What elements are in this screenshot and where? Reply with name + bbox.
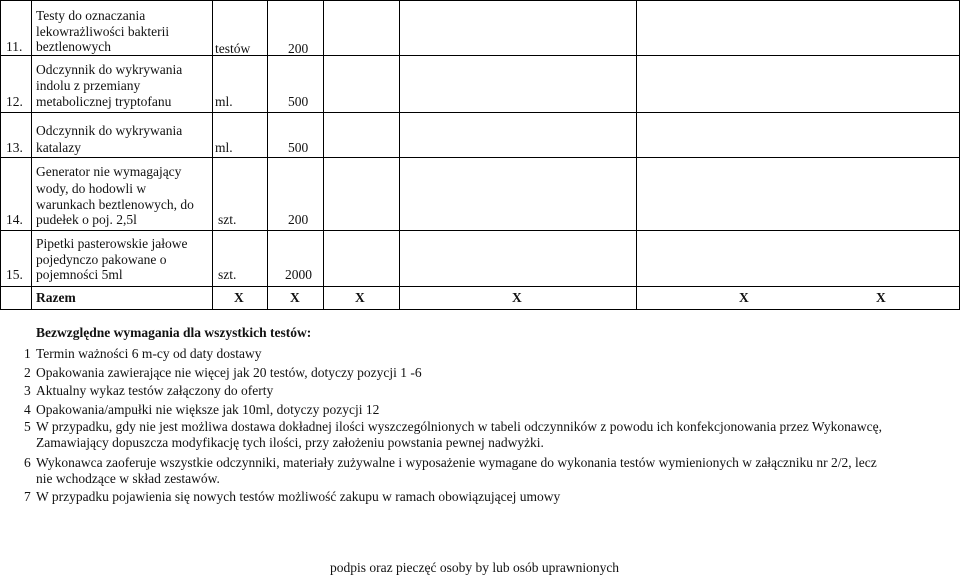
total-label: Razem — [36, 290, 76, 305]
row-quantity: 500 — [288, 94, 309, 109]
requirement-text: Aktualny wykaz testów załączony do oferty — [36, 383, 274, 398]
row-name: wody, do hodowli w — [36, 181, 147, 196]
row-quantity: 200 — [288, 212, 309, 227]
table-line — [0, 112, 960, 113]
requirement-text: Termin ważności 6 m-cy od daty dostawy — [36, 346, 262, 361]
requirement-number: 2 — [24, 365, 31, 380]
row-number: 15. — [6, 267, 23, 282]
row-number: 14. — [6, 212, 23, 227]
row-name: pojemności 5ml — [36, 267, 123, 282]
requirement-text: Wykonawca zaoferuje wszystkie odczynniki, materiały zużywalne i wyposażenie wymagane do wykonania testów wymienionych w załączniku nr 2/2, lecz — [36, 455, 877, 470]
row-name: katalazy — [36, 140, 81, 155]
requirement-text: W przypadku, gdy nie jest możliwa dostawa dokładnej ilości wyszczególnionych w tabeli odczynników z powodu ich konfekcjonowania przez Wykonawcę, — [36, 419, 882, 434]
requirement-text: Zamawiający dopuszcza modyfikację tych ilości, przy założeniu powstania pewnej nadwyżki. — [36, 435, 544, 450]
table-line — [31, 0, 32, 310]
row-name: warunkach beztlenowych, do — [36, 197, 194, 212]
row-name: Testy do oznaczania — [36, 8, 146, 23]
table-line — [0, 55, 960, 56]
row-quantity: 200 — [288, 41, 309, 56]
requirement-text: Opakowania/ampułki nie większe jak 10ml, dotyczy pozycji 12 — [36, 402, 380, 417]
table-line — [212, 0, 213, 310]
requirement-number: 3 — [24, 383, 31, 398]
total-mark: X — [739, 290, 749, 305]
requirement-text: W przypadku pojawienia się nowych testów możliwość zakupu w ramach obowiązującej umowy — [36, 489, 561, 504]
table-line — [0, 230, 960, 231]
signature-caption: podpis oraz pieczęć osoby by lub osób uprawnionych — [330, 560, 620, 575]
row-name: metabolicznej tryptofanu — [36, 94, 172, 109]
requirements-heading: Bezwzględne wymagania dla wszystkich testów: — [36, 325, 312, 340]
table-line — [0, 286, 960, 287]
total-mark: X — [234, 290, 244, 305]
requirement-text: nie wchodzące w skład zestawów. — [36, 471, 220, 486]
row-name: beztlenowych — [36, 39, 111, 54]
table-line — [0, 309, 960, 310]
table-line — [0, 0, 960, 1]
requirement-number: 4 — [24, 402, 31, 417]
row-name: Odczynnik do wykrywania — [36, 62, 183, 77]
row-number: 12. — [6, 94, 23, 109]
table-line — [267, 0, 268, 310]
row-number: 13. — [6, 140, 23, 155]
row-name: Pipetki pasterowskie jałowe — [36, 236, 188, 251]
total-mark: X — [355, 290, 365, 305]
row-name: Generator nie wymagający — [36, 164, 182, 179]
table-line — [323, 0, 324, 310]
row-unit: ml. — [215, 140, 233, 155]
requirement-number: 5 — [24, 419, 31, 434]
row-unit: szt. — [218, 212, 237, 227]
requirement-number: 6 — [24, 455, 31, 470]
row-name: indolu z przemiany — [36, 78, 141, 93]
table-line — [399, 0, 400, 310]
row-unit: ml. — [215, 94, 233, 109]
requirement-text: Opakowania zawierające nie więcej jak 20 testów, dotyczy pozycji 1 -6 — [36, 365, 422, 380]
row-unit: szt. — [218, 267, 237, 282]
row-unit: testów — [215, 41, 251, 56]
requirement-number: 1 — [24, 346, 31, 361]
row-name: pojedynczo pakowane o — [36, 252, 167, 267]
total-mark: X — [512, 290, 522, 305]
table-line — [636, 0, 637, 310]
table-line — [0, 0, 1, 310]
total-mark: X — [876, 290, 886, 305]
row-number: 11. — [6, 39, 23, 54]
table-line — [0, 157, 960, 158]
row-quantity: 2000 — [285, 267, 312, 282]
row-name: lekowrażliwości bakterii — [36, 24, 170, 39]
requirement-number: 7 — [24, 489, 31, 504]
row-name: Odczynnik do wykrywania — [36, 123, 183, 138]
total-mark: X — [290, 290, 300, 305]
row-name: pudełek o poj. 2,5l — [36, 212, 137, 227]
row-quantity: 500 — [288, 140, 309, 155]
